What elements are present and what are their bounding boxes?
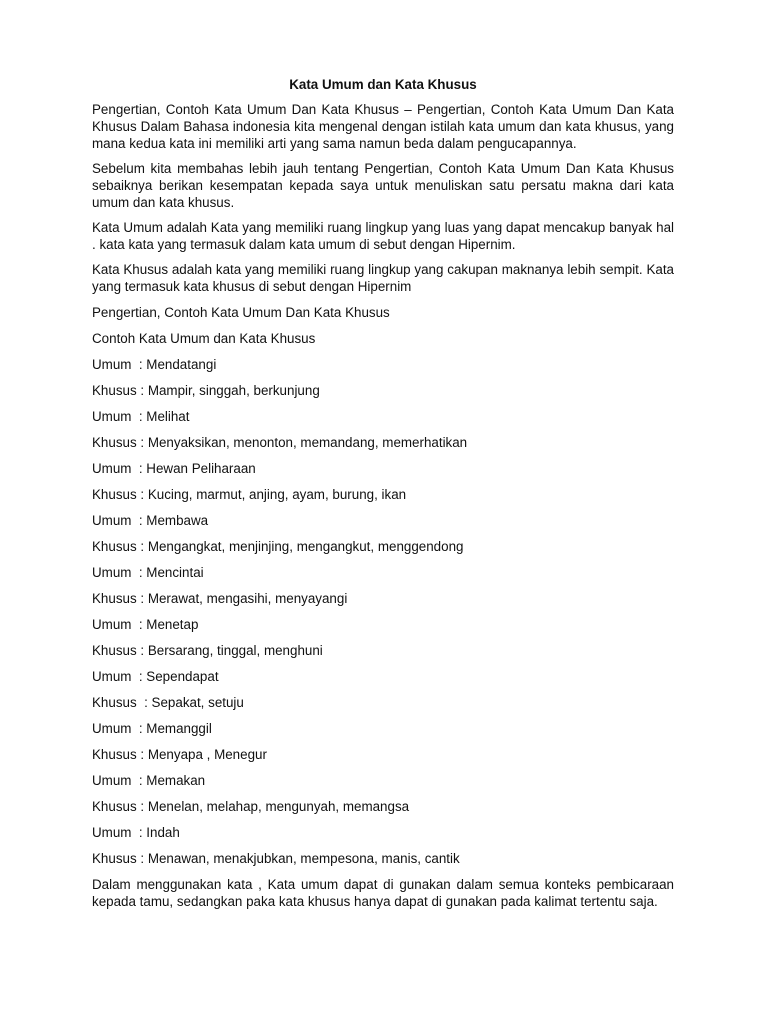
example-line: Khusus : Kucing, marmut, anjing, ayam, burung, ikan	[92, 487, 407, 502]
example-line: Umum : Membawa	[92, 513, 209, 528]
example-line: Umum : Memanggil	[92, 721, 212, 736]
example-line: Khusus : Sepakat, setuju	[92, 695, 244, 710]
section-heading: Pengertian, Contoh Kata Umum Dan Kata Khusus	[92, 305, 390, 320]
example-line: Khusus : Bersarang, tinggal, menghuni	[92, 643, 323, 658]
example-line: Umum : Mendatangi	[92, 357, 217, 372]
example-line: Khusus : Menawan, menakjubkan, mempesona, manis, cantik	[92, 851, 460, 866]
example-line: Khusus : Mampir, singgah, berkunjung	[92, 383, 320, 398]
example-line: Umum : Indah	[92, 825, 180, 840]
paragraph-kata-khusus-definition: Kata Khusus adalah kata yang memiliki ruang lingkup yang cakupan maknanya lebih sempit. Kata yang termasuk kata khusus di sebut dengan Hipernim	[92, 262, 674, 294]
example-line: Khusus : Menelan, melahap, mengunyah, memangsa	[92, 799, 410, 814]
document-title: Kata Umum dan Kata Khusus	[289, 77, 477, 92]
document-page	[92, 76, 674, 918]
example-line: Umum : Menetap	[92, 617, 199, 632]
example-line: Umum : Sependapat	[92, 669, 219, 684]
paragraph-kata-umum-definition: Kata Umum adalah Kata yang memiliki ruang lingkup yang luas yang dapat mencakup banyak hal . kata kata yang termasuk dalam kata umum di sebut dengan Hipernim.	[92, 220, 674, 252]
example-line: Umum : Hewan Peliharaan	[92, 461, 256, 476]
example-line: Khusus : Merawat, mengasihi, menyayangi	[92, 591, 348, 606]
paragraph-closing: Dalam menggunakan kata , Kata umum dapat di gunakan dalam semua konteks pembicaraan kepada tamu, sedangkan paka kata khusus hanya dapat di gunakan pada kalimat tertentu saja.	[92, 877, 674, 909]
example-line: Khusus : Menyapa , Menegur	[92, 747, 267, 762]
paragraph-before-discussion: Sebelum kita membahas lebih jauh tentang Pengertian, Contoh Kata Umum Dan Kata Khusus sebaiknya berikan kesempatan kepada saya untuk menuliskan satu persatu makna dari kata umum dan kata khusus.	[92, 161, 674, 210]
example-line: Umum : Melihat	[92, 409, 190, 424]
section-subheading: Contoh Kata Umum dan Kata Khusus	[92, 331, 316, 346]
paragraph-intro: Pengertian, Contoh Kata Umum Dan Kata Khusus – Pengertian, Contoh Kata Umum Dan Kata Khusus Dalam Bahasa indonesia kita mengenal dengan istilah kata umum dan kata khusus, yang mana kedua kata ini memiliki arti yang sama namun beda dalam pengucapannya.	[92, 102, 674, 151]
example-line: Khusus : Menyaksikan, menonton, memandang, memerhatikan	[92, 435, 468, 450]
example-line: Umum : Mencintai	[92, 565, 204, 580]
example-line: Umum : Memakan	[92, 773, 206, 788]
example-line: Khusus : Mengangkat, menjinjing, mengangkut, menggendong	[92, 539, 464, 554]
